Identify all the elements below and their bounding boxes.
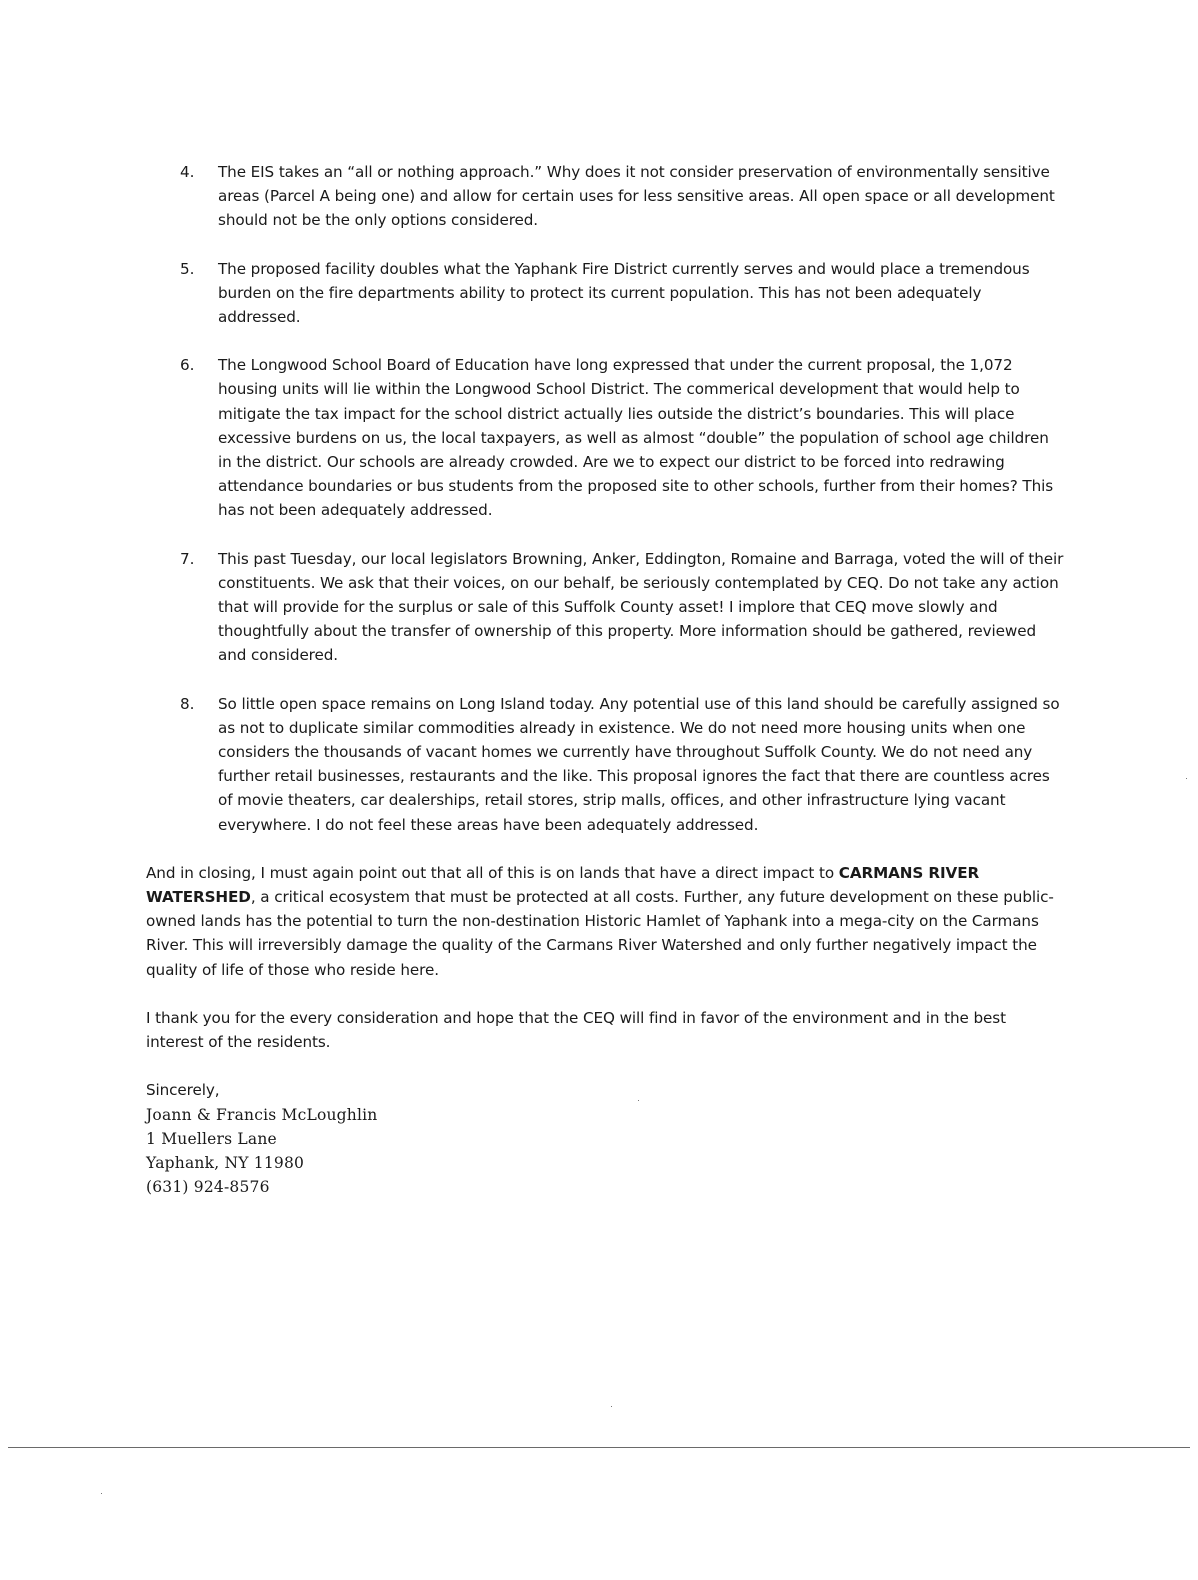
list-item [146, 257, 1066, 330]
numbered-comments-list [146, 160, 1066, 837]
closing-text-end: , a critical ecosystem that must be protected at all costs. Further, any future development on these public-owned lands has the potential to turn the non-destination Historic Hamlet of Yaphank into a mega-city on the Carmans River. This will irreversibly damage the quality of the Carmans River Watershed and only further negatively impact the quality of life of those who reside here. [146, 888, 1054, 979]
item-number: 8. [180, 694, 195, 713]
item-number: 4. [180, 163, 195, 181]
item-text: The EIS takes an “all or nothing approach.” Why does it not consider preservation of environmentally sensitive areas (Parcel A being one) and allow for certain uses for less sensitive areas. All open space or all development should not be the only options considered. [218, 163, 1055, 230]
salutation: Sincerely, [146, 1081, 220, 1100]
item-text: The proposed facility doubles what the Yaphank Fire District currently serves and would place a tremendous burden on the fire departments ability to protect its current population. This has not been adequately addressed. [218, 259, 1030, 327]
list-item [146, 547, 1066, 668]
sender-street: 1 Muellers Lane [146, 1129, 277, 1148]
sender-names: Joann & Francis McLoughlin [146, 1105, 378, 1124]
scan-speck [638, 1100, 639, 1101]
list-item [146, 160, 1066, 233]
sender-city: Yaphank, NY 11980 [146, 1153, 305, 1172]
item-text: This past Tuesday, our local legislators Browning, Anker, Eddington, Romaine and Barraga, voted the will of their constituents. We ask that their voices, on our behalf, be seriously contemplated by CEQ. Do not take any action that will provide for the surplus or sale of this Suffolk County asset! I implore that CEQ move slowly and thoughtfully about the transfer of ownership of this property. More information should be gathered, reviewed and considered. [218, 549, 1064, 665]
closing-emphasis: CARMANS RIVER WATERSHED [146, 863, 980, 907]
item-number: 7. [180, 549, 195, 568]
scan-speck [611, 1406, 612, 1407]
closing-text-start: And in closing, I must again point out that all of this is on lands that have a direct impact to [146, 863, 839, 882]
scan-speck [1186, 778, 1187, 779]
sender-phone: (631) 924-8576 [146, 1177, 270, 1196]
item-text: So little open space remains on Long Island today. Any potential use of this land should be carefully assigned so as not to duplicate similar commodities already in existence. We do not need more housing units when one considers the thousands of vacant homes we currently have throughout Suffolk County. We do not need any further retail businesses, restaurants and the like. This proposal ignores the fact that there are countless acres of movie theaters, car dealerships, retail stores, strip malls, offices, and other infrastructure lying vacant everywhere. I do not feel these areas have been adequately addressed. [218, 694, 1060, 834]
item-number: 5. [180, 259, 195, 278]
thanks-paragraph: I thank you for the every consideration and hope that the CEQ will find in favor of the environment and in the best interest of the residents. [146, 1008, 1006, 1052]
list-item [146, 692, 1066, 837]
list-item [146, 353, 1066, 522]
item-text: The Longwood School Board of Education have long expressed that under the current proposal, the 1,072 housing units will lie within the Longwood School District. The commerical development that would help to mitigate the tax impact for the school district actually lies outside the district’s boundaries. This will place excessive burdens on us, the local taxpayers, as well as almost “double” the population of school age children in the district. Our schools are already crowded. Are we to expect our district to be forced into redrawing attendance boundaries or bus students from the proposed site to other schools, further from their homes? This has not been adequately addressed. [218, 356, 1054, 520]
sender-address [146, 1103, 1066, 1199]
item-number: 6. [180, 356, 195, 375]
signature-block [146, 1078, 1066, 1198]
page-bottom-rule [8, 1447, 1190, 1448]
scan-speck [101, 1493, 102, 1494]
closing-paragraph [146, 861, 1066, 982]
letter-body [146, 160, 1066, 1199]
